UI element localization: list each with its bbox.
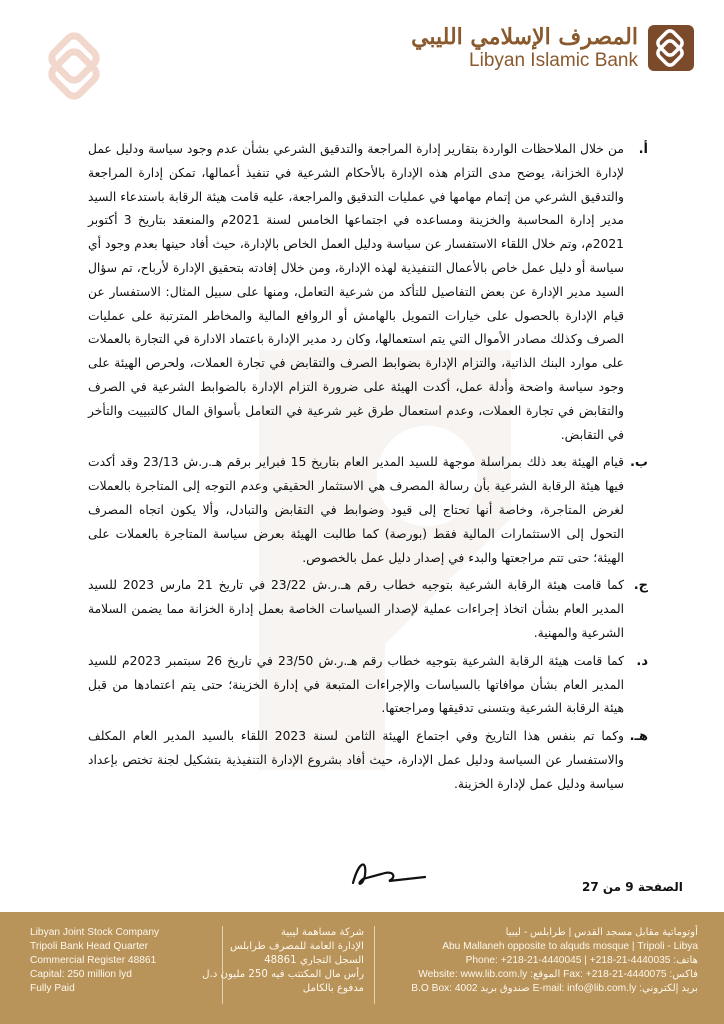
- footer-en-line: Commercial Register 48861: [30, 955, 157, 966]
- footer-ar-line: رأس مال المكتتب فيه 250 مليون د.ل: [202, 969, 364, 980]
- footer-ar-line: السجل التجاري 48861: [264, 955, 364, 966]
- paragraph-b: [88, 451, 648, 570]
- footer-address-ar: أوتوماتية مقابل مسجد القدس | طرابلس - ليبيا: [505, 927, 698, 938]
- footer-ar-line: الإدارة العامة للمصرف طرابلس: [230, 941, 364, 952]
- paragraph-c: [88, 574, 648, 645]
- paragraph-e-text: وكما تم بنفس هذا التاريخ وفي اجتماع الهيئة الثامن لسنة 2023 اللقاء بالسيد المدير العام المكلف والاستفسار عن السياسة ودليل عمل الإدارة، حيث أفاد بشروع الإدارة التنفيذية بتشكيل لجنة تختص بإعداد سياسة ودليل عمل لإدارة الخزينة.: [88, 729, 624, 791]
- footer-company-english: [30, 926, 159, 996]
- bank-name-english: Libyan Islamic Bank: [469, 50, 638, 71]
- footer-ar-line: شركة مساهمة ليبية: [280, 927, 364, 938]
- footer-en-line: Libyan Joint Stock Company: [30, 927, 160, 938]
- footer-en-line: Capital: 250 million lyd: [30, 969, 132, 980]
- footer-address-en: Abu Mallaneh opposite to alquds mosque | Tripoli - Libya: [442, 941, 698, 952]
- bank-brand: [411, 24, 694, 72]
- paragraph-a: [88, 138, 648, 447]
- signature: [345, 855, 435, 891]
- document-body: [88, 138, 648, 801]
- page-number: الصفحة 9 من 27: [582, 880, 683, 894]
- footer: [0, 912, 724, 1024]
- footer-divider: [222, 926, 223, 1004]
- footer-web-fax: Website: www.lib.com.ly :الموقع Fax: +218-21-4440075 :فاكس: [418, 969, 698, 980]
- footer-box-email: B.O Box: 4002 صندوق بريد E-mail: info@lib.com.ly :بريد إلكتروني: [411, 983, 698, 994]
- paragraph-d: [88, 650, 648, 721]
- footer-phone: Phone: +218-21-4440045 | +218-21-4440035 :هاتف: [465, 955, 698, 966]
- paragraph-a-text: من خلال الملاحظات الواردة بتقارير إدارة المراجعة والتدقيق الشرعي بشأن عدم وجود سياسة ودليل عمل لإدارة الخزانة، يوضح مدى التزام هذه الإدارة بالأحكام الشرعية في تنفيذ أعمالها، تمكن إدارة المراجعة والتدقيق الشرعي من إتمام مهامها في عمليات التدقيق والمراجعة، عليه قامت هيئة الرقابة باستدعاء السيد مدير إدارة المحاسبة والخزينة ومساعده في اجتماعها الخامس لسنة 2021م والمنعقد بتاريخ 3 أكتوبر 2021م، وتم خلال اللقاء الاستفسار عن سياسة ودليل العمل الخاص بالإدارة، حيث أفاد حينها بعدم وجود أي سياسة أو دليل عمل خاص بالأعمال التنفيذية لهذه الإدارة، ومن خلال إفادته بتحقيق الإدارة لأرباح، تم سؤال السيد مدير الإدارة عن بعض التفاصيل للتأكد من شرعية التعامل، ومنها على سبيل المثال: الاستفسار عن قيام الإدارة بالحصول على خيارات التمويل بالهامش أو الروافع المالية والمخاطر المترتبة على عمليات الصرف وكذلك مصادر الأموال التي يتم استعمالها، وكان رد مدير الإدارة باعتماد الادارة في التجارة بالعملات على موارد البنك الذاتية، والتزام الإدارة بضوابط الصرف والتقابض في تجارة العملات، ولحرص الهيئة على وجود سياسة واضحة وأدلة عمل، أكدت الهيئة على ضرورة التزام الإدارة بالضوابط الشرعية في الصرف والتقابض في تجارة العملات، وعدم استعمال طرق غير شرعية في التعامل بأسواق المال كالتبييت والتأخر في التقابض.: [88, 142, 624, 442]
- paragraph-d-text: كما قامت هيئة الرقابة الشرعية بتوجيه خطاب رقم هـ.ر.ش 23/50 في تاريخ 26 سبتمبر 2023م للسيد المدير العام بشأن موافاتها بالسياسات والإجراءات المتبعة في إدارة الخزينة؛ حتى يتم اعتمادها من قبل هيئة الرقابة الشرعية وبتسنى تدقيقها ومراجعتها.: [88, 653, 624, 716]
- paragraph-d-letter: د.: [636, 653, 648, 669]
- bank-name-arabic: المصرف الإسلامي الليبي: [411, 24, 638, 50]
- paragraph-e: [88, 725, 648, 796]
- footer-ar-line: مدفوع بالكامل: [302, 983, 364, 994]
- bank-logo-icon: [648, 25, 694, 71]
- paragraph-c-text: كما قامت هيئة الرقابة الشرعية بتوجيه خطاب رقم هـ.ر.ش 23/22 في تاريخ 21 مارس 2023 للسيد المدير العام بشأن اتخاذ إجراءات عملية لإصدار السياسات الخاصة بعمل إدارة الخزانة مما يضمن السلامة الشرعية والمهنية.: [88, 578, 624, 640]
- footer-en-line: Fully Paid: [30, 983, 75, 994]
- paragraph-e-letter: هـ.: [629, 729, 648, 745]
- footer-en-line: Tripoli Bank Head Quarter: [30, 941, 148, 952]
- paragraph-a-letter: أ.: [638, 142, 648, 157]
- corner-logo-icon: [40, 30, 110, 100]
- paragraph-c-letter: ج.: [633, 578, 648, 594]
- paragraph-b-letter: ب.: [629, 455, 648, 471]
- footer-company-arabic: [202, 926, 364, 996]
- paragraph-b-text: قيام الهيئة بعد ذلك بمراسلة موجهة للسيد المدير العام بتاريخ 15 فبراير برقم هـ.ر.ش 23/13 وقد أكدت فيها هيئة الرقابة الشرعية بأن رسالة المصرف هي الاستثمار الحقيقي وعدم التوجه إلى المتاجرة بالعملات لغرض المتاجرة، وخاصة أنها تحتاج إلى قيود وضوابط في التقابض والتبادل، وألا يكون اتجاه المصرف التحول إلى الاستثمارات المالية فقط (بورصة) كما طالبت الهيئة بعرض سياسة المتاجرة بالعملات على الهيئة؛ حتى تتم مراجعتها والبدء في إصدار دليل عمل بالخصوص.: [88, 455, 625, 565]
- footer-contact: [358, 926, 698, 996]
